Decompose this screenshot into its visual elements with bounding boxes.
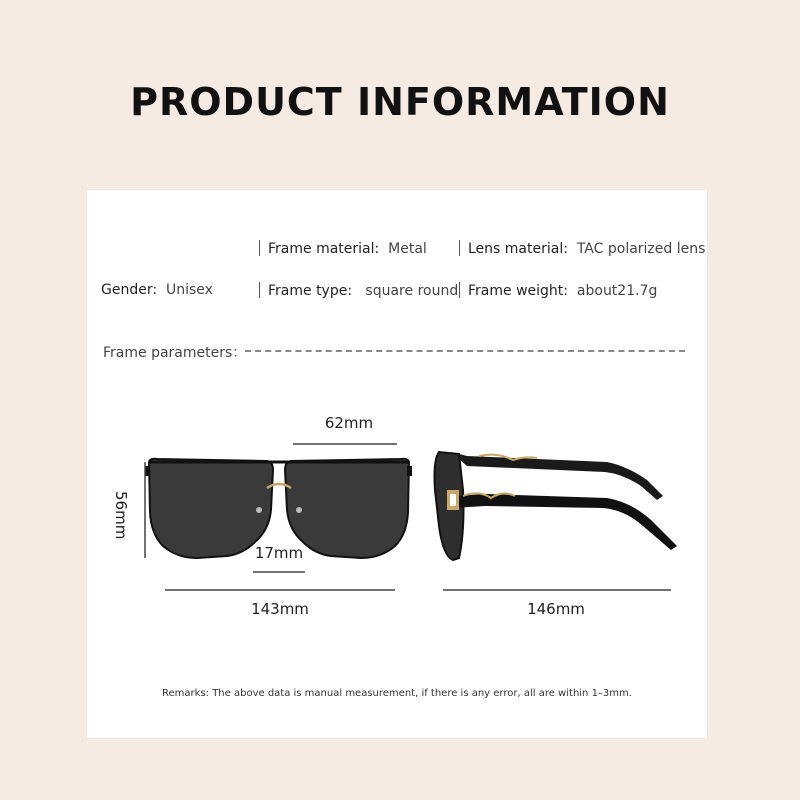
page-title: PRODUCT INFORMATION [130, 80, 670, 124]
spec-value: TAC polarized lens [576, 241, 706, 257]
frame-parameters-label: Frame parameters： [103, 345, 247, 361]
lens-width-label: 62mm [324, 414, 374, 432]
spec-label: Frame type: [268, 283, 353, 299]
spec-label: Gender: [101, 282, 158, 298]
side-view-glasses [435, 452, 678, 560]
remarks-note: Remarks: The above data is manual measurement, if there is any error, all are within 1–3mm. [162, 688, 632, 699]
total-width-label: 143mm [251, 600, 309, 618]
spec-label: Frame weight: [468, 283, 568, 299]
product-info-card [87, 190, 707, 738]
spec-label: Frame material: [268, 241, 380, 257]
lens-height-label: 56mm [112, 491, 130, 540]
spec-value: Unisex [165, 282, 213, 298]
spec-value: Metal [388, 241, 427, 257]
spec-value: square round [365, 283, 459, 299]
spec-label: Lens material: [468, 241, 568, 257]
bridge-label: 17mm [254, 544, 304, 562]
glasses-diagram [87, 190, 707, 738]
spec-value: about21.7g [576, 283, 658, 299]
temple-length-label: 146mm [527, 600, 585, 618]
